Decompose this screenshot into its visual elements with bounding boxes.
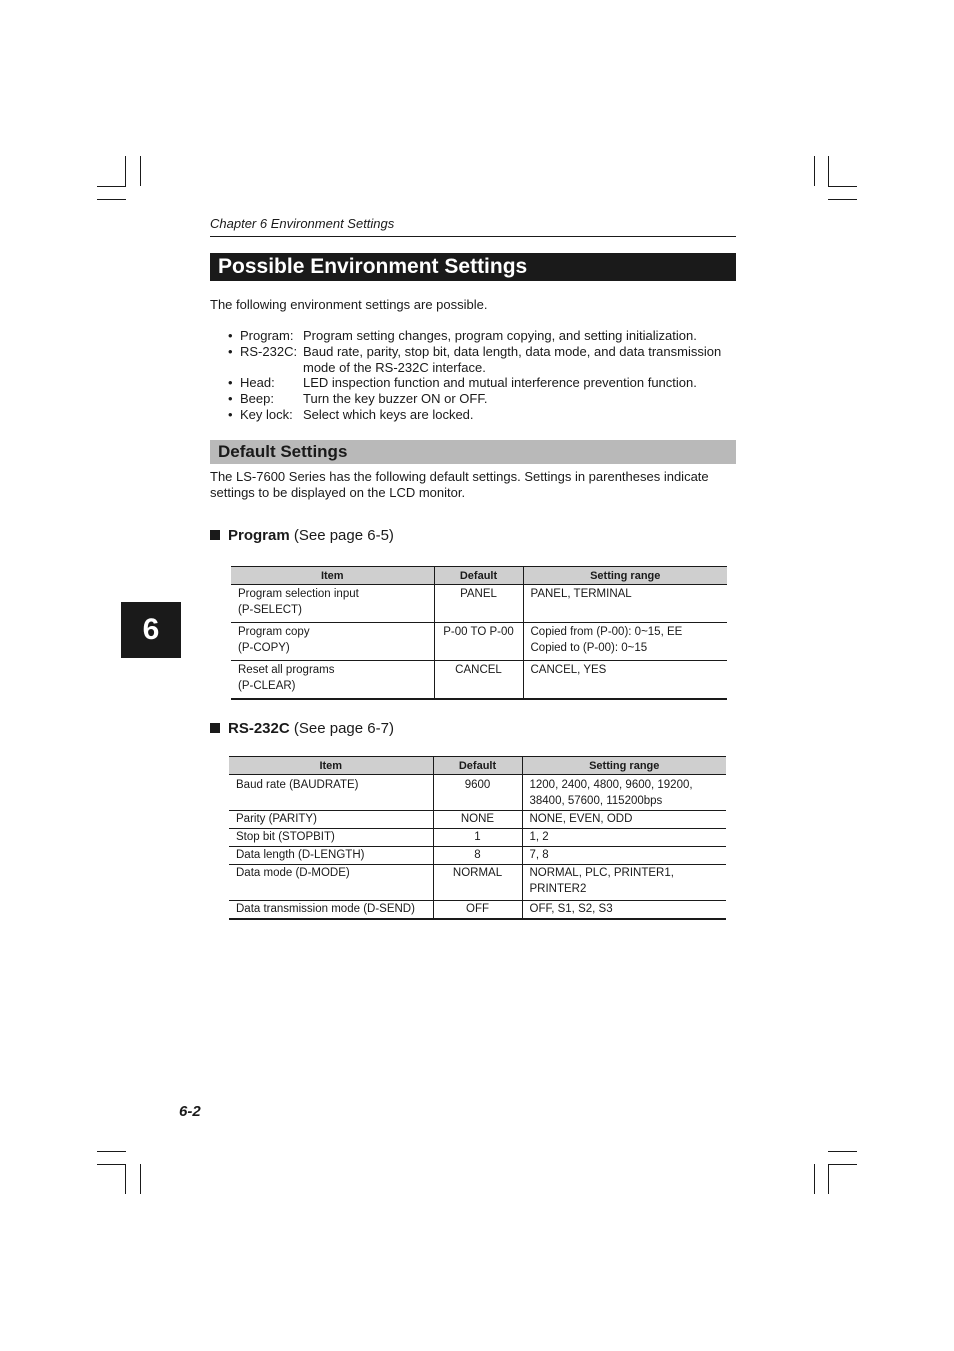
list-item-text: LED inspection function and mutual interference prevention function. <box>303 375 697 391</box>
range-cell: 1, 2 <box>522 829 726 847</box>
default-cell: 8 <box>433 847 522 865</box>
list-item-text: Program setting changes, program copying, and setting initialization. <box>303 328 697 343</box>
list-item-label: Key lock: <box>240 406 293 422</box>
rs232c-heading-bold: RS-232C <box>228 720 290 737</box>
table-row <box>231 623 727 661</box>
item-cell: Data mode (D-MODE) <box>229 865 433 901</box>
range-cell: PANEL, TERMINAL <box>523 585 727 623</box>
square-bullet-icon <box>210 530 220 540</box>
default-settings-paragraph: The LS-7600 Series has the following default settings. Settings in parentheses indicate settings to be displayed on the LCD monitor. <box>210 469 709 500</box>
rs232c-heading-ref: (See page 6-7) <box>289 720 394 737</box>
table-row <box>229 865 726 901</box>
list-item-text: Baud rate, parity, stop bit, data length, data mode, and data transmission mode of the RS-232C interface. <box>303 343 722 375</box>
range-cell: NORMAL, PLC, PRINTER1, PRINTER2 <box>522 865 726 901</box>
item-cell: Parity (PARITY) <box>229 811 433 829</box>
table-row <box>229 811 726 829</box>
list-item-label: Program: <box>240 328 294 343</box>
chapter-header: Chapter 6 Environment Settings <box>210 216 736 237</box>
bullet-dot: • <box>228 328 233 343</box>
default-cell: 9600 <box>433 775 522 811</box>
default-cell: OFF <box>433 901 522 919</box>
list-item <box>228 375 728 391</box>
table-row <box>229 901 726 919</box>
column-header: Setting range <box>523 567 727 585</box>
section-heading-default-settings: Default Settings <box>210 440 736 464</box>
table-row <box>231 585 727 623</box>
default-cell: 1 <box>433 829 522 847</box>
list-item <box>228 344 728 376</box>
list-item <box>228 328 728 344</box>
item-cell: Baud rate (BAUDRATE) <box>229 775 433 811</box>
range-cell: 1200, 2400, 4800, 9600, 19200, 38400, 57600, 115200bps <box>522 775 726 811</box>
table-header-row <box>231 567 727 585</box>
rs232c-table <box>229 756 726 920</box>
list-item-text: Turn the key buzzer ON or OFF. <box>303 391 488 407</box>
page-number: 6-2 <box>179 1103 201 1120</box>
list-item <box>228 407 728 423</box>
column-header: Setting range <box>522 757 726 775</box>
chapter-tab-marker: 6 <box>121 602 181 658</box>
item-cell: Data transmission mode (D-SEND) <box>229 901 433 919</box>
program-heading-bold: Program <box>228 527 290 544</box>
bullet-dot: • <box>228 375 233 391</box>
default-cell: CANCEL <box>434 661 523 700</box>
program-heading-ref: (See page 6-5) <box>289 527 394 544</box>
bullet-dot: • <box>228 406 233 422</box>
range-cell: OFF, S1, S2, S3 <box>522 901 726 919</box>
program-table <box>231 566 727 700</box>
column-header: Item <box>229 757 433 775</box>
page-title: Possible Environment Settings <box>210 253 736 281</box>
column-header: Default <box>434 567 523 585</box>
list-item-label: Beep: <box>240 391 274 407</box>
range-cell: CANCEL, YES <box>523 661 727 700</box>
default-cell: NONE <box>433 811 522 829</box>
table-row <box>229 847 726 865</box>
settings-list <box>228 328 728 423</box>
column-header: Default <box>433 757 522 775</box>
intro-text: The following environment settings are possible. <box>210 297 488 312</box>
table-row <box>229 829 726 847</box>
item-cell: Data length (D-LENGTH) <box>229 847 433 865</box>
list-item-text: Select which keys are locked. <box>303 406 474 422</box>
list-item-label: Head: <box>240 375 275 391</box>
item-cell: Stop bit (STOPBIT) <box>229 829 433 847</box>
item-cell: Reset all programs (P-CLEAR) <box>231 661 434 700</box>
table-row <box>229 775 726 811</box>
table-header-row <box>229 757 726 775</box>
item-cell: Program copy (P-COPY) <box>231 623 434 661</box>
item-cell: Program selection input (P-SELECT) <box>231 585 434 623</box>
range-cell: 7, 8 <box>522 847 726 865</box>
range-cell: NONE, EVEN, ODD <box>522 811 726 829</box>
program-section-heading <box>210 527 394 544</box>
table-row <box>231 661 727 700</box>
default-cell: P-00 TO P-00 <box>434 623 523 661</box>
range-cell: Copied from (P-00): 0~15, EE Copied to (P-00): 0~15 <box>523 623 727 661</box>
list-item <box>228 391 728 407</box>
square-bullet-icon <box>210 723 220 733</box>
default-cell: PANEL <box>434 585 523 623</box>
list-item-label: RS-232C: <box>240 343 298 359</box>
rs232c-section-heading <box>210 720 394 737</box>
default-cell: NORMAL <box>433 865 522 901</box>
bullet-dot: • <box>228 343 233 359</box>
bullet-dot: • <box>228 391 233 407</box>
column-header: Item <box>231 567 434 585</box>
